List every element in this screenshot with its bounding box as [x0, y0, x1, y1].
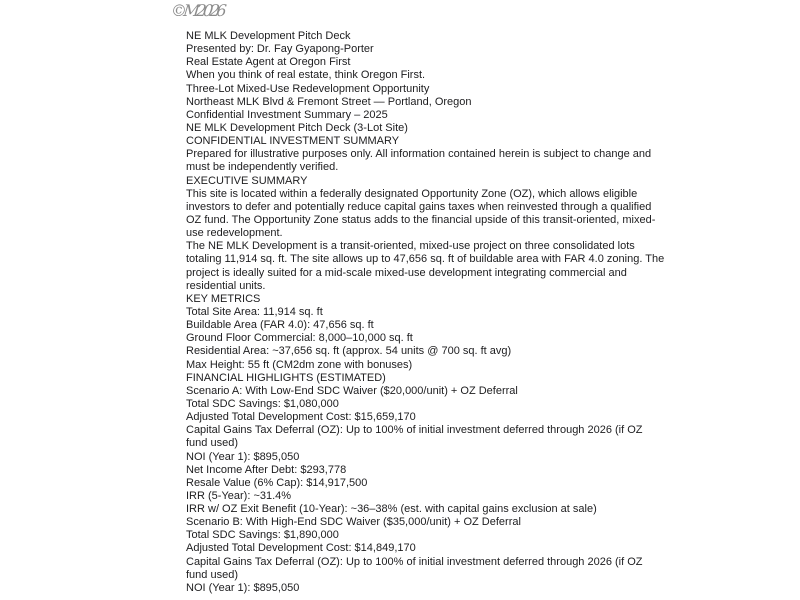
document-line: Prepared for illustrative purposes only. All information contained herein is subject to change and	[186, 148, 652, 161]
copyright-watermark-stamp: ©M2026	[170, 1, 225, 20]
document-line: EXECUTIVE SUMMARY	[186, 174, 308, 187]
document-line: This site is located within a federally designated Opportunity Zone (OZ), which allows eligible	[186, 187, 638, 200]
document-line: The NE MLK Development is a transit-oriented, mixed-use project on three consolidated lots	[186, 240, 635, 253]
document-line: Three-Lot Mixed-Use Redevelopment Opportunity	[186, 82, 430, 95]
document-line: must be independently verified.	[186, 161, 339, 174]
document-line: Total Site Area: 11,914 sq. ft	[186, 305, 323, 318]
document-line: NOI (Year 1): $895,050	[186, 450, 300, 463]
document-line: NE MLK Development Pitch Deck (3-Lot Site)	[186, 121, 408, 134]
document-line: KEY METRICS	[186, 292, 261, 305]
document-line: investors to defer and potentially reduce capital gains taxes when reinvested through a qualified	[186, 200, 652, 213]
document-body	[186, 30, 665, 595]
document-line: IRR w/ OZ Exit Benefit (10-Year): ~36–38% (est. with capital gains exclusion at sale)	[186, 503, 597, 516]
document-line: FINANCIAL HIGHLIGHTS (ESTIMATED)	[186, 371, 386, 384]
document-line: OZ fund. The Opportunity Zone status adds to the financial upside of this transit-oriented, mixed-	[186, 213, 656, 226]
document-line: IRR (5-Year): ~31.4%	[186, 489, 292, 502]
document-line: Scenario B: With High-End SDC Waiver ($35,000/unit) + OZ Deferral	[186, 516, 521, 529]
document-line: NOI (Year 1): $895,050	[186, 581, 300, 594]
document-line: Capital Gains Tax Deferral (OZ): Up to 100% of initial investment deferred through 2026 (if OZ	[186, 555, 643, 568]
document-line: Resale Value (6% Cap): $14,917,500	[186, 476, 368, 489]
document-line: Adjusted Total Development Cost: $14,849,170	[186, 542, 416, 555]
document-line: When you think of real estate, think Oregon First.	[186, 69, 426, 82]
document-line: fund used)	[186, 568, 238, 581]
document-line: fund used)	[186, 437, 238, 450]
document-line: Northeast MLK Blvd & Fremont Street — Portland, Oregon	[186, 95, 472, 108]
document-line: Residential Area: ~37,656 sq. ft (approx. 54 units @ 700 sq. ft avg)	[186, 345, 512, 358]
document-line: Scenario A: With Low-End SDC Waiver ($20,000/unit) + OZ Deferral	[186, 384, 518, 397]
document-line: totaling 11,914 sq. ft. The site allows up to 47,656 sq. ft of buildable area with FAR 4.0 zoning. The	[186, 253, 665, 266]
document-line: Capital Gains Tax Deferral (OZ): Up to 100% of initial investment deferred through 2026 (if OZ	[186, 424, 643, 437]
document-line: Total SDC Savings: $1,890,000	[186, 529, 339, 542]
document-line: Buildable Area (FAR 4.0): 47,656 sq. ft	[186, 319, 374, 332]
document-line: residential units.	[186, 279, 266, 292]
document-line: use redevelopment.	[186, 227, 283, 240]
document-line: Ground Floor Commercial: 8,000–10,000 sq. ft	[186, 332, 413, 345]
document-line: Adjusted Total Development Cost: $15,659,170	[186, 411, 416, 424]
document-line: NE MLK Development Pitch Deck	[186, 30, 351, 42]
document-line: Total SDC Savings: $1,080,000	[186, 397, 339, 410]
document-line: Max Height: 55 ft (CM2dm zone with bonuses)	[186, 358, 413, 371]
document-line: Real Estate Agent at Oregon First	[186, 56, 351, 69]
document-line: Presented by: Dr. Fay Gyapong-Porter	[186, 43, 374, 56]
document-line: Confidential Investment Summary – 2025	[186, 108, 388, 121]
document-line: Net Income After Debt: $293,778	[186, 463, 347, 476]
document-line: project is ideally suited for a mid-scale mixed-use development integrating commercial and	[186, 266, 627, 279]
document-line: CONFIDENTIAL INVESTMENT SUMMARY	[186, 135, 400, 148]
